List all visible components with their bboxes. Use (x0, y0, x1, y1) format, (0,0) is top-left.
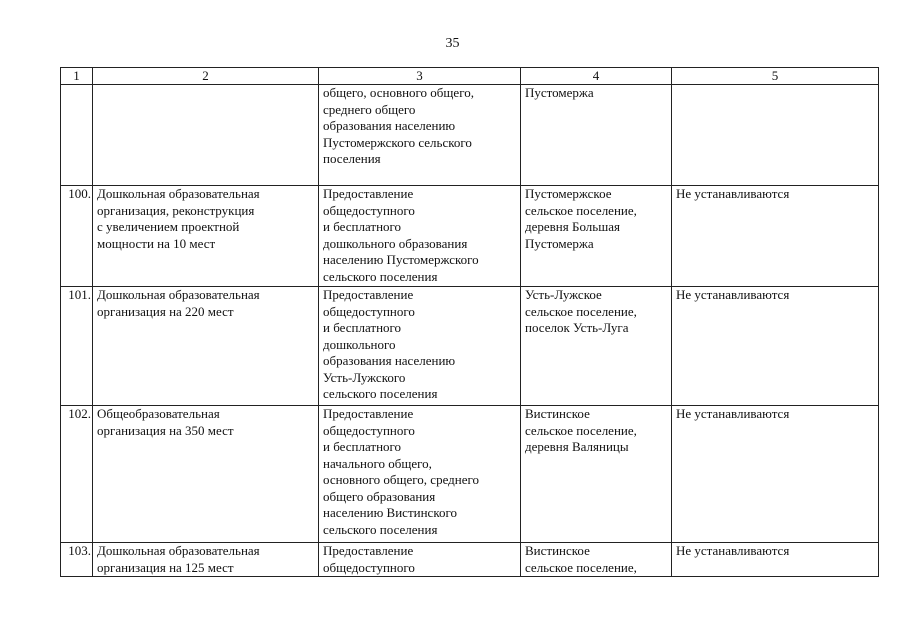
purpose-line: поселения (323, 151, 381, 166)
facility-name-line: мощности на 10 мест (97, 235, 216, 251)
purpose-line: и бесплатного (323, 320, 402, 335)
purpose-line: дошкольного (323, 336, 396, 352)
facility-name-line: организация, реконструкция (97, 202, 255, 218)
location-line: сельское поселение, (525, 559, 637, 575)
location-line: Пустомержское (525, 186, 612, 201)
facility-name-line: организация на 350 мест (97, 422, 234, 438)
purpose-line: общедоступного (323, 422, 415, 438)
location-line: поселок Усть-Луга (525, 320, 629, 335)
zones-cell (672, 287, 879, 406)
purpose-line: общедоступного (323, 559, 415, 575)
table-row (61, 287, 879, 406)
purpose-line: Предоставление (323, 186, 414, 201)
table-row (61, 543, 879, 577)
purpose-line: населению Пустомержского (323, 252, 479, 267)
facility-name-cell (93, 186, 319, 287)
purpose-line: образования населению (323, 353, 456, 368)
location-line: Усть-Лужское (525, 287, 602, 302)
purpose-line: основного общего, среднего (323, 472, 480, 487)
zones-cell (672, 85, 879, 186)
facility-name-line: с увеличением проектной (97, 219, 240, 234)
column-header-3: 3 (319, 68, 521, 85)
row-number: 103. (61, 543, 93, 577)
purpose-line: и бесплатного (323, 219, 402, 234)
purpose-cell (319, 85, 521, 186)
row-number: 102. (61, 406, 93, 543)
purpose-line: дошкольного образования (323, 235, 468, 251)
facility-name-cell (93, 406, 319, 543)
zones-cell (672, 543, 879, 577)
row-number: 101. (61, 287, 93, 406)
table-row (61, 85, 879, 186)
zones-cell (672, 186, 879, 287)
location-line: сельское поселение, (525, 422, 637, 438)
purpose-line: общедоступного (323, 202, 415, 218)
facility-name-cell (93, 85, 319, 186)
purpose-line: начального общего, (323, 455, 432, 471)
facility-name-line: организация на 220 мест (97, 303, 234, 319)
facility-name-line: Дошкольная образовательная (97, 543, 260, 558)
facility-name-cell (93, 543, 319, 577)
document-table (60, 67, 879, 577)
purpose-line: Усть-Лужского (323, 369, 406, 385)
facility-name-cell (93, 287, 319, 406)
purpose-line: сельского поселения (323, 268, 438, 284)
header-row (61, 68, 879, 85)
table-body (61, 85, 879, 577)
purpose-line: Предоставление (323, 543, 414, 558)
purpose-line: образования населению (323, 118, 456, 133)
zones-line: Не устанавливаются (676, 186, 790, 201)
purpose-line: общего образования (323, 488, 436, 504)
location-line: Вистинское (525, 543, 590, 558)
facility-name-line: Дошкольная образовательная (97, 287, 260, 302)
purpose-cell (319, 543, 521, 577)
facility-name-line: организация на 125 мест (97, 559, 234, 575)
column-header-1: 1 (61, 68, 93, 85)
location-cell (521, 186, 672, 287)
purpose-line: сельского поселения (323, 521, 438, 537)
purpose-line: Пустомержского сельского (323, 134, 472, 150)
table-row (61, 406, 879, 543)
column-header-2: 2 (93, 68, 319, 85)
location-cell (521, 543, 672, 577)
location-line: сельское поселение, (525, 202, 637, 218)
purpose-line: сельского поселения (323, 386, 438, 401)
zones-line: Не устанавливаются (676, 543, 790, 558)
column-header-4: 4 (521, 68, 672, 85)
column-header-5: 5 (672, 68, 879, 85)
purpose-cell (319, 186, 521, 287)
zones-line: Не устанавливаются (676, 406, 790, 421)
location-line: деревня Валяницы (525, 439, 629, 454)
location-line: Вистинское (525, 406, 590, 421)
purpose-line: общедоступного (323, 303, 415, 319)
table-row (61, 186, 879, 287)
location-line: Пустомержа (525, 85, 594, 100)
purpose-line: среднего общего (323, 101, 416, 117)
facility-name-line: Общеобразовательная (97, 406, 220, 421)
page-number: 35 (445, 36, 460, 51)
zones-line: Не устанавливаются (676, 287, 790, 302)
row-number (61, 85, 93, 186)
zones-cell (672, 406, 879, 543)
purpose-line: населению Вистинского (323, 505, 457, 520)
purpose-line: общего, основного общего, (323, 85, 474, 100)
purpose-cell (319, 287, 521, 406)
location-cell (521, 85, 672, 186)
row-number: 100. (61, 186, 93, 287)
purpose-line: и бесплатного (323, 439, 402, 454)
location-line: сельское поселение, (525, 303, 637, 319)
location-line: Пустомержа (525, 235, 594, 251)
purpose-cell (319, 406, 521, 543)
purpose-line: Предоставление (323, 406, 414, 421)
location-cell (521, 287, 672, 406)
location-line: деревня Большая (525, 219, 620, 234)
location-cell (521, 406, 672, 543)
facility-name-line: Дошкольная образовательная (97, 186, 260, 201)
purpose-line: Предоставление (323, 287, 414, 302)
